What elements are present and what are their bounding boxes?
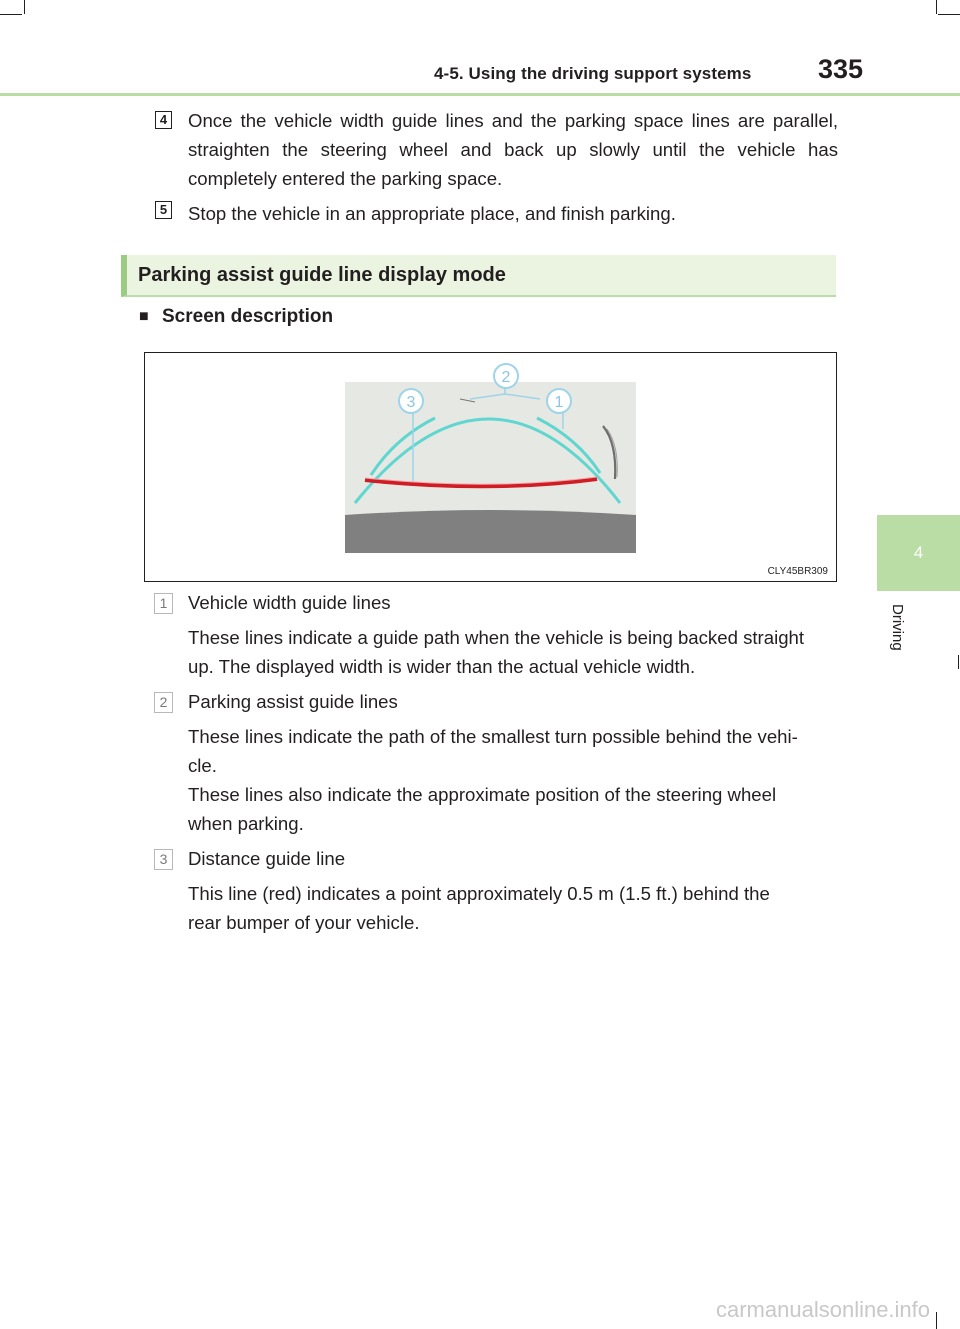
callout-3: 3 — [406, 394, 416, 411]
item-description-line: This line (red) indicates a point approximately 0.5 m (1.5 ft.) behind the — [188, 883, 770, 904]
bumper — [345, 510, 636, 553]
item-description-line: rear bumper of your vehicle. — [188, 912, 420, 933]
watermark: carmanualsonline.info — [716, 1297, 931, 1322]
crop-mark — [0, 14, 22, 15]
section-heading — [121, 255, 836, 297]
step-text: Stop the vehicle in an appropriate place, and finish parking. — [188, 203, 676, 224]
item-title: Parking assist guide lines — [188, 691, 398, 712]
step-number-box: 4 — [155, 111, 172, 129]
step-text: Once the vehicle width guide lines and the parking space lines are parallel, straighten the steering wheel and back up slowly until the vehicle has completely entered the parking space. — [188, 110, 838, 189]
chapter-label: Driving — [889, 604, 906, 651]
item-number-box: 3 — [154, 849, 173, 870]
item-title: Distance guide line — [188, 848, 346, 869]
header-section-title: 4-5. Using the driving support systems — [434, 64, 752, 83]
subheading-marker: ■ — [139, 308, 149, 325]
item-title: Vehicle width guide lines — [188, 592, 391, 613]
chapter-tab — [877, 515, 960, 591]
step-number-box: 5 — [155, 201, 172, 219]
item-description-line: cle. — [188, 755, 217, 776]
subheading: Screen description — [162, 306, 334, 327]
item-description-line: up. The displayed width is wider than the actual vehicle width. — [188, 656, 696, 677]
crop-mark — [938, 14, 960, 15]
crop-mark — [958, 655, 959, 669]
crop-mark — [936, 0, 937, 14]
callout-1: 1 — [554, 394, 564, 411]
item-number-box: 1 — [154, 593, 173, 614]
section-title: Parking assist guide line display mode — [138, 264, 506, 286]
chapter-number: 4 — [913, 543, 924, 562]
header-rule — [0, 93, 960, 96]
item-description-line: These lines indicate a guide path when the vehicle is being backed straight — [188, 627, 805, 648]
callout-2: 2 — [501, 369, 511, 386]
figure-code: CLY45BR309 — [767, 566, 828, 577]
crop-mark — [936, 1312, 937, 1329]
item-description-line: These lines indicate the path of the smallest turn possible behind the vehi- — [188, 726, 798, 747]
figure-frame — [144, 352, 837, 582]
crop-mark — [24, 0, 25, 14]
item-number-box: 2 — [154, 692, 173, 713]
page-number: 335 — [818, 54, 864, 84]
camera-screen-illustration — [145, 353, 836, 581]
item-description-line: when parking. — [188, 813, 304, 834]
item-description-line: These lines also indicate the approximate position of the steering wheel — [188, 784, 777, 805]
